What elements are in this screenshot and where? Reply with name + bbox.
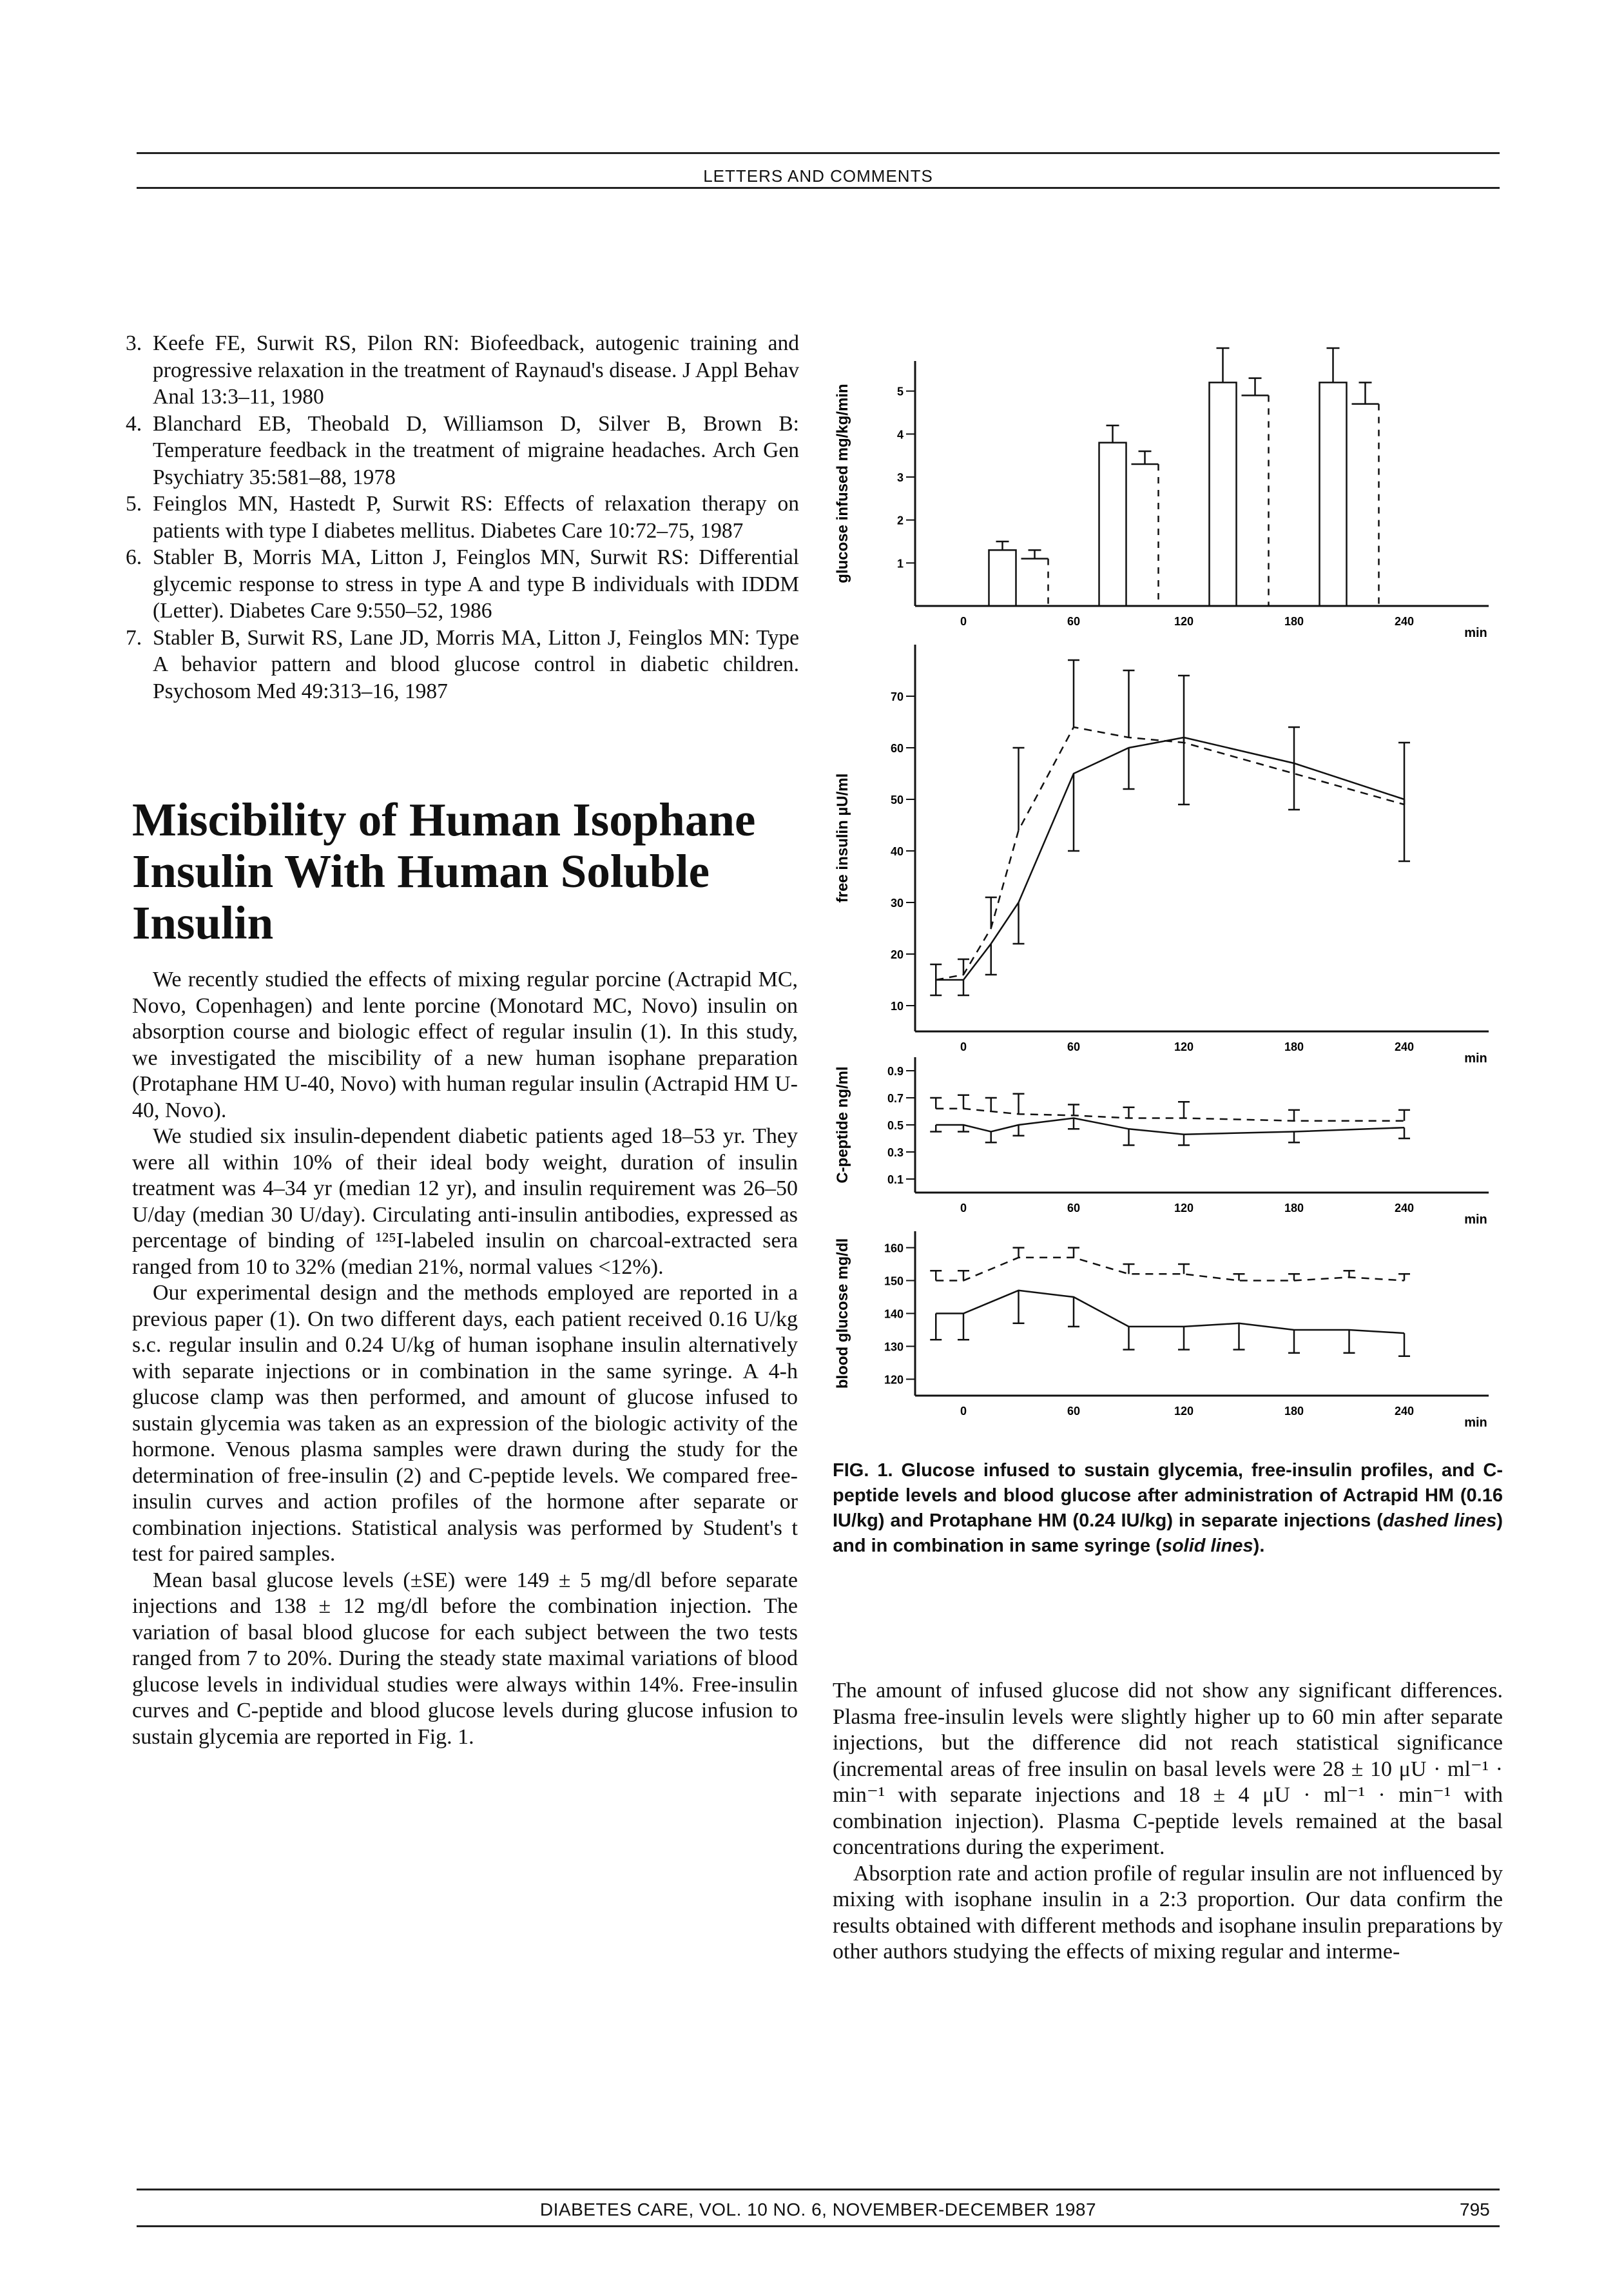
y-tick-label: 4	[896, 428, 904, 442]
y-tick-label: 0.7	[887, 1092, 904, 1105]
y-tick-label: 40	[890, 845, 904, 858]
body-paragraph: Our experimental design and the methods employed are reported in a previous paper (1). On two different days, each patient received 0.16 U/kg s.c. regular insulin and 0.24 U/kg of human isophane insulin alternatively with separate injections or in combination in the same syringe. A 4-h glucose clamp was then performed, and amount of glucose infused to sustain glycemia was taken as an expression of the biologic activity of the hormone. Venous plasma samples were drawn during the study for the determination of free-insulin (2) and C-peptide levels. We compared free-insulin curves and action profiles of the hormone after separate or combination injections. Statistical analysis was performed by Student's t test for paired samples.	[132, 1281, 798, 1566]
footer-rule-bottom	[137, 2225, 1500, 2227]
x-tick-label: 60	[1067, 1040, 1081, 1053]
reference-item: 5. Feinglos MN, Hastedt P, Surwit RS: Effects of relaxation therapy on patients with type I diabetes mellitus. Diabetes Care 10:72–75, 1987	[126, 492, 799, 543]
right-column-body	[833, 1678, 1503, 1965]
x-tick-label: 120	[1174, 615, 1194, 628]
y-tick-label: 2	[896, 514, 904, 527]
article-title: Miscibility of Human Isophane Insulin With Human Soluble Insulin	[132, 794, 756, 949]
figure-caption: FIG. 1. Glucose infused to sustain glycemia, free-insulin profiles, and C-peptide levels and blood glucose after administration of Actrapid HM (0.16 IU/kg) and Protaphane HM (0.24 IU/kg) in separate injections (dashed lines) and in combination in same syringe (solid lines).	[833, 1460, 1503, 1556]
x-axis-label: min	[1464, 626, 1487, 640]
x-tick-label: 240	[1394, 615, 1415, 628]
x-tick-label: 0	[960, 1040, 967, 1053]
bar-solid	[1210, 382, 1237, 606]
y-tick-label: 130	[884, 1340, 904, 1354]
left-column-body	[132, 967, 798, 1750]
reference-item: 4. Blanchard EB, Theobald D, Williamson D, Silver B, Brown B: Temperature feedback in the treatment of migraine headaches. Arch Gen Psychiatry 35:581–88, 1978	[126, 411, 799, 489]
y-tick-label: 30	[890, 897, 904, 910]
y-tick-label: 0.1	[887, 1173, 904, 1186]
reference-item: 3. Keefe FE, Surwit RS, Pilon RN: Biofeedback, autogenic training and progressive relaxation in the treatment of Raynaud's disease. J Appl Behav Anal 13:3–11, 1980	[126, 331, 799, 409]
bar-solid	[1099, 443, 1126, 606]
y-axis-label: C-peptide ng/ml	[834, 1066, 851, 1184]
header-rule-top	[137, 152, 1500, 154]
reference-list	[126, 330, 799, 705]
x-tick-label: 240	[1394, 1202, 1415, 1214]
x-tick-label: 240	[1394, 1040, 1415, 1053]
y-tick-label: 1	[896, 557, 904, 570]
reference-item: 7. Stabler B, Surwit RS, Lane JD, Morris MA, Litton J, Feinglos MN: Type A behavior pattern and blood glucose control in diabetic children. Psychosom Med 49:313–16, 1987	[126, 625, 799, 703]
x-tick-label: 180	[1284, 1202, 1304, 1214]
x-tick-label: 240	[1394, 1405, 1415, 1418]
x-tick-label: 0	[960, 1202, 967, 1214]
y-tick-label: 10	[890, 1000, 904, 1013]
x-tick-label: 0	[960, 615, 967, 628]
figure-1	[818, 335, 1502, 1450]
y-tick-label: 20	[890, 948, 904, 961]
y-tick-label: 120	[884, 1373, 904, 1387]
body-paragraph: Absorption rate and action profile of regular insulin are not influenced by mixing with isophane insulin in a 2:3 proportion. Our data confirm the results obtained with different methods and isophane insulin preparations by other authors studying the effects of mixing regular and interme-	[833, 1861, 1503, 1964]
x-axis-label: min	[1464, 1213, 1487, 1227]
running-footer: DIABETES CARE, VOL. 10 NO. 6, NOVEMBER-DECEMBER 1987	[539, 2199, 1097, 2219]
series-line-dashed	[936, 1258, 1404, 1281]
x-tick-label: 0	[960, 1405, 967, 1418]
y-tick-label: 0.9	[887, 1065, 904, 1078]
y-tick-label: 60	[890, 742, 904, 755]
page-number: 795	[1460, 2199, 1490, 2219]
body-paragraph: The amount of infused glucose did not show any significant differences. Plasma free-insulin levels were slightly higher up to 60 min after separate injections, but the difference did not reach statistical significance (incremental areas of free insulin on basal levels were 28 ± 10 μU · ml⁻¹ · min⁻¹ with separate injections and 18 ± 4 μU · ml⁻¹ · min⁻¹ with combination injection). Plasma C-peptide levels remained at the basal concentrations during the experiment.	[833, 1679, 1503, 1859]
y-axis-label: free insulin µU/ml	[834, 773, 851, 903]
x-tick-label: 60	[1067, 1405, 1081, 1418]
body-paragraph: Mean basal glucose levels (±SE) were 149 ± 5 mg/dl before separate injections and 138 ± 12 mg/dl before the combination injection. The variation of basal blood glucose for each subject between the two tests ranged from 7 to 20%. During the steady state maximal variations of blood glucose levels in individual studies were always within 14%. Free-insulin curves and C-peptide and blood glucose levels during glucose infusion to sustain glycemia are reported in Fig. 1.	[132, 1568, 798, 1749]
series-line-dashed	[936, 1109, 1404, 1121]
x-axis-label: min	[1464, 1416, 1487, 1430]
x-axis-label: min	[1464, 1051, 1487, 1066]
y-tick-label: 70	[890, 690, 904, 703]
x-tick-label: 120	[1174, 1405, 1194, 1418]
header-rule-bottom	[137, 187, 1500, 189]
y-axis-label: glucose infused mg/kg/min	[834, 384, 851, 583]
running-header: LETTERS AND COMMENTS	[703, 166, 933, 186]
y-tick-label: 3	[896, 471, 904, 484]
y-tick-label: 140	[884, 1307, 904, 1321]
x-tick-label: 120	[1174, 1040, 1194, 1053]
y-tick-label: 150	[884, 1274, 904, 1288]
series-line-solid	[936, 1291, 1404, 1333]
x-tick-label: 120	[1174, 1202, 1194, 1214]
x-tick-label: 60	[1067, 615, 1081, 628]
y-tick-label: 50	[890, 794, 904, 806]
footer-rule-top	[137, 2189, 1500, 2190]
x-tick-label: 180	[1284, 1040, 1304, 1053]
x-tick-label: 180	[1284, 1405, 1304, 1418]
x-tick-label: 180	[1284, 615, 1304, 628]
series-line-dashed	[936, 727, 1404, 980]
bar-solid	[1320, 382, 1347, 606]
y-tick-label: 0.3	[887, 1146, 904, 1159]
body-paragraph: We studied six insulin-dependent diabetic patients aged 18–53 yr. They were all within 10% of their ideal body weight, duration of insulin treatment was 4–34 yr (median 12 yr), and insulin requirement was 26–50 U/day (median 30 U/day). Circulating anti-insulin antibodies, expressed as percentage of binding of ¹²⁵I-labeled insulin on charcoal-extracted sera ranged from 10 to 32% (median 21%, normal values <12%).	[132, 1124, 798, 1279]
y-axis-label: blood glucose mg/dl	[834, 1238, 851, 1389]
reference-item: 6. Stabler B, Morris MA, Litton J, Feinglos MN, Surwit RS: Differential glycemic response to stress in type A and type B individuals with IDDM (Letter). Diabetes Care 9:550–52, 1986	[126, 545, 799, 623]
series-line-solid	[936, 737, 1404, 980]
y-tick-label: 5	[896, 385, 904, 398]
bar-solid	[989, 550, 1016, 606]
body-paragraph: We recently studied the effects of mixing regular porcine (Actrapid MC, Novo, Copenhagen) and lente porcine (Monotard MC, Novo) insulin on absorption course and biologic effect of regular insulin (1). In this study, we investigated the miscibility of a new human isophane preparation (Protaphane HM U-40, Novo) with human regular insulin (Actrapid HM U-40, Novo).	[132, 968, 798, 1122]
x-tick-label: 60	[1067, 1202, 1081, 1214]
y-tick-label: 160	[884, 1242, 904, 1255]
y-tick-label: 0.5	[887, 1119, 904, 1132]
